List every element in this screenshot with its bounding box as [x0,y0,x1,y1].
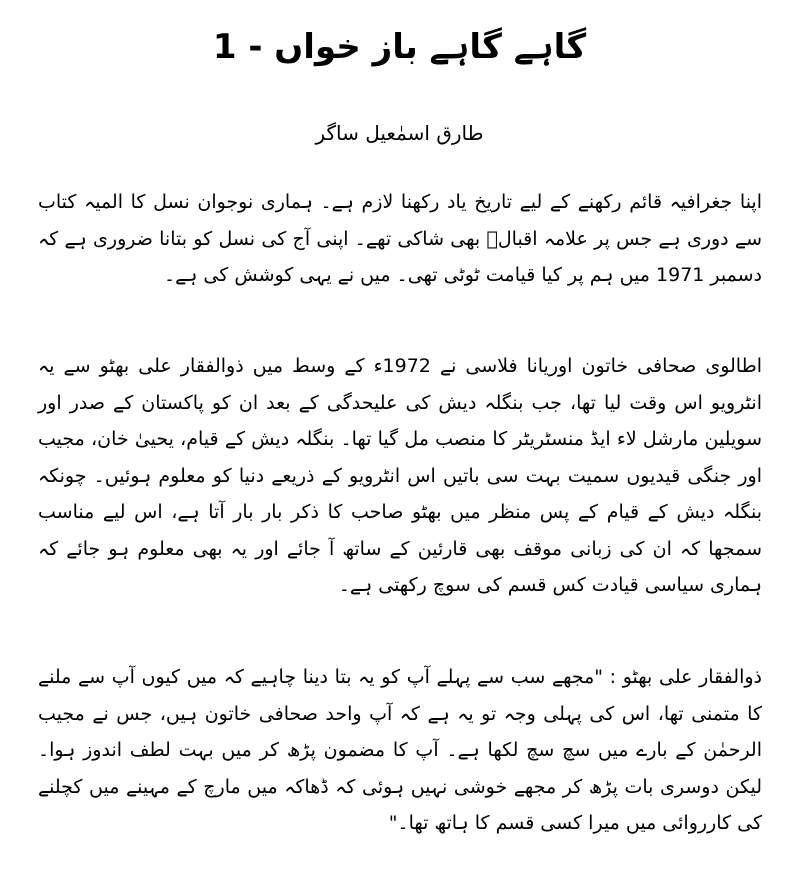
paragraph-interview-context: اطالوی صحافی خاتون اوریانا فلاسی نے 1972ء کے وسط میں ذوالفقار علی بھٹو سے یہ انٹرویو اس وقت لیا تھا، جب بنگلہ دیش کی علیحدگی کے بعد ان کو پاکستان کے صدر اور سویلین مارشل لاء ایڈ منسٹریٹر کا منصب مل گیا تھا۔ بنگلہ دیش کے قیام، یحییٰ خان، مجیب اور جنگی قیدیوں سمیت بہت سی باتیں اس انٹرویو کے ذریعے دنیا کو معلوم ہوئیں۔ چونکہ بنگلہ دیش کے قیام کے پس منظر میں بھٹو صاحب کا ذکر بار بار آتا ہے، اس لیے مناسب سمجھا کہ ان کی زبانی موقف بھی قارئین کے ساتھ آ جائے اور یہ بھی معلوم ہو جائے کہ ہماری سیاسی قیادت کس قسم کی سوچ رکھتی ہے۔ [38,355,762,596]
paragraph-bhutto-quote: ذوالفقار علی بھٹو : "مجھے سب سے پہلے آپ کو یہ بتا دینا چاہیے کہ میں کیوں آپ سے ملنے کا متمنی تھا، اس کی پہلی وجہ تو یہ ہے کہ آپ واحد صحافی خاتون ہیں، جس نے مجیب الرحمٰن کے بارے میں سچ سچ لکھا ہے۔ آپ کا مضمون پڑھ کر میں بہت لطف اندوز ہوا۔ لیکن دوسری بات پڑھ کر مجھے خوشی نہیں ہوئی کہ ڈھاکہ میں مارچ کے مہینے میں کچلنے کی کارروائی میں میرا کسی قسم کا ہاتھ تھا۔" [38,666,762,834]
article-title: گاہے گاہے باز خواں - 1 [212,27,587,67]
article-author: طارق اسمٰعیل ساگر [315,121,484,145]
paragraph-intro: اپنا جغرافیہ قائم رکھنے کے لیے تاریخ یاد رکھنا لازم ہے۔ ہماری نوجوان نسل کا المیہ کتاب سے دوری ہے جس پر علامہ اقبالؒ بھی شاکی تھے۔ اپنی آج کی نسل کو بتانا ضروری ہے کہ دسمبر 1971 میں ہم پر کیا قیامت ٹوٹی تھی۔ میں نے یہی کوشش کی ہے۔ [38,191,762,286]
